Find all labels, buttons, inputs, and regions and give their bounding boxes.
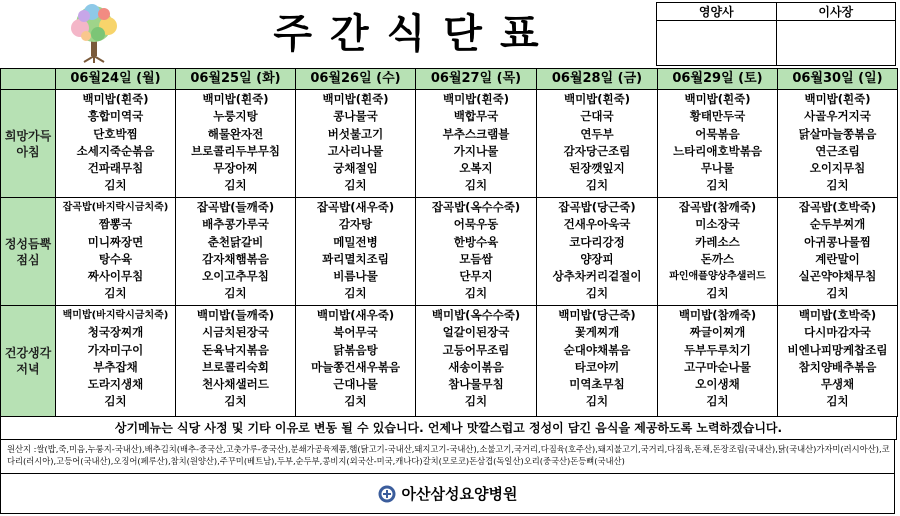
menu-item: 김치	[224, 286, 247, 301]
menu-item: 가자미구이	[87, 342, 144, 357]
header-corner	[1, 69, 56, 90]
menu-item: 카레소스	[695, 234, 740, 249]
menu-item: 김치	[224, 394, 247, 409]
meal-label	[1, 198, 56, 306]
menu-item: 비엔나피망케찹조림	[787, 342, 888, 357]
menu-item: 김치	[344, 178, 367, 193]
menu-item: 계란말이	[815, 251, 860, 266]
menu-item: 고등어무조림	[442, 342, 510, 357]
menu-item: 가지나물	[453, 143, 499, 158]
menu-item: 순대야채볶음	[563, 342, 631, 357]
day-header: 06월25일 (화)	[176, 69, 296, 90]
meal-label	[1, 306, 56, 417]
menu-item: 잡곡밥(참깨죽)	[678, 200, 757, 214]
menu-cell	[296, 306, 416, 417]
tree-logo-icon	[62, 2, 126, 64]
sign-label-dietitian: 영양사	[657, 3, 777, 21]
menu-cell	[296, 198, 416, 306]
menu-change-notice: 상기메뉴는 식당 사정 및 기타 이유로 변동 될 수 있습니다. 언제나 맛깔스럽고 정성이 담긴 음식을 제공하도록 노력하겠습니다.	[0, 417, 897, 440]
menu-item: 메밀전병	[333, 234, 378, 249]
menu-item: 김치	[826, 178, 849, 193]
menu-item: 흥합미역국	[87, 109, 144, 124]
approval-box	[656, 2, 896, 66]
menu-item: 꽃게찌개	[574, 325, 620, 340]
menu-item: 백미밥(흰죽)	[322, 92, 389, 106]
menu-item: 마늘쫑건새우볶음	[311, 359, 400, 374]
meal-label-line: 건강생각	[4, 346, 52, 360]
meal-label-line: 희망가득	[4, 128, 52, 143]
menu-item: 건새우아욱국	[563, 217, 631, 232]
menu-item: 파인애플양상추샐러드	[669, 271, 766, 283]
menu-item: 김치	[464, 394, 488, 409]
menu-item: 오이지무침	[809, 161, 866, 176]
hospital-logo-icon	[378, 485, 396, 503]
menu-item: 잡곡밥(들깨죽)	[196, 200, 275, 214]
menu-item: 고구마순나물	[684, 359, 751, 374]
day-header: 06월24일 (월)	[56, 69, 176, 90]
menu-item: 순두부찌개	[809, 217, 866, 232]
menu-item: 탕수육	[98, 251, 133, 266]
menu-item: 잡곡밥(당근죽)	[558, 200, 636, 214]
menu-cell	[416, 90, 537, 198]
menu-cell	[537, 90, 658, 198]
menu-item: 김치	[104, 178, 127, 193]
menu-item: 백미밥(들깨죽)	[196, 308, 275, 322]
menu-cell	[658, 306, 778, 417]
menu-item: 감자당근조림	[563, 143, 631, 158]
menu-item: 누룽지탕	[213, 109, 258, 124]
menu-item: 잡곡밥(새우죽)	[316, 200, 395, 214]
menu-item: 고사리나물	[327, 143, 384, 158]
menu-item: 김치	[224, 178, 247, 193]
hospital-name: 아산삼성요양병원	[401, 485, 518, 503]
menu-item: 연두부	[580, 126, 614, 141]
meal-rows	[1, 90, 898, 417]
menu-item: 감자채햄볶음	[202, 251, 269, 266]
menu-item: 미소장국	[695, 217, 740, 232]
menu-item: 잡곡밥(옥수수죽)	[431, 200, 521, 214]
menu-cell	[658, 90, 778, 198]
menu-cell	[537, 198, 658, 306]
menu-cell	[778, 198, 898, 306]
menu-item: 오이생채	[695, 377, 740, 392]
menu-item: 브로콜리두부무침	[191, 143, 280, 158]
menu-item: 모듬쌈	[459, 251, 493, 266]
menu-cell	[56, 306, 176, 417]
menu-item: 버섯불고기	[327, 126, 384, 141]
menu-cell	[778, 90, 898, 198]
menu-item: 연근조림	[815, 143, 860, 158]
menu-item: 김치	[706, 178, 729, 193]
page-title: 주간식단표	[273, 11, 557, 57]
menu-item: 미역초무침	[569, 377, 625, 392]
menu-item: 김치	[585, 394, 609, 409]
menu-item: 김치	[585, 178, 609, 193]
menu-item: 짜글이찌개	[689, 325, 746, 340]
menu-item: 된장깻잎지	[569, 161, 625, 176]
menu-item: 돈육낙지볶음	[202, 342, 269, 357]
menu-item: 어묵볶음	[695, 126, 740, 141]
menu-item: 김치	[706, 394, 729, 409]
menu-item: 단무지	[459, 269, 493, 284]
menu-item: 두부두루치기	[684, 342, 751, 357]
meal-row	[1, 306, 898, 417]
menu-cell	[176, 198, 296, 306]
menu-item: 춘천닭갈비	[207, 234, 264, 249]
menu-item: 부추스크램블	[442, 126, 510, 141]
menu-item: 도라지생채	[87, 377, 144, 392]
menu-item: 백미밥(흰죽)	[563, 92, 631, 106]
meal-row	[1, 90, 898, 198]
meal-label-line: 정성듬뿍	[4, 236, 52, 251]
menu-item: 실곤약야채무침	[798, 269, 877, 284]
menu-item: 느타리애호박볶음	[673, 143, 762, 158]
meal-label-line: 아침	[16, 144, 40, 159]
menu-cell	[176, 90, 296, 198]
menu-item: 백미밥(흰죽)	[684, 92, 751, 106]
menu-item: 북어무국	[333, 325, 378, 340]
menu-item: 타코야끼	[574, 359, 620, 374]
menu-item: 짜사이무침	[87, 269, 144, 284]
menu-cell	[56, 198, 176, 306]
menu-item: 오복지	[459, 161, 493, 176]
menu-item: 잡곡밥(바지락시금치죽)	[62, 202, 169, 213]
meal-label-line: 점심	[16, 252, 40, 267]
menu-item: 단호박찜	[93, 126, 138, 141]
meal-row	[1, 198, 898, 306]
menu-item: 근대나물	[333, 377, 378, 392]
day-header: 06월27일 (목)	[416, 69, 537, 90]
menu-item: 백미밥(흰죽)	[804, 92, 871, 106]
menu-item: 무생채	[820, 377, 855, 392]
weekly-menu-table	[0, 68, 898, 417]
menu-item: 김치	[585, 286, 609, 301]
day-header-row	[1, 69, 898, 90]
menu-item: 다시마감자국	[804, 325, 871, 340]
menu-item: 코다리강정	[569, 234, 625, 249]
menu-cell	[537, 306, 658, 417]
menu-item: 백미밥(당근죽)	[558, 308, 636, 322]
menu-item: 감자탕	[338, 217, 373, 232]
menu-item: 짬뽕국	[98, 217, 133, 232]
menu-cell	[658, 198, 778, 306]
menu-cell	[296, 90, 416, 198]
menu-item: 백미밥(흰죽)	[82, 92, 149, 106]
menu-item: 건파래무침	[87, 161, 144, 176]
menu-item: 김치	[104, 394, 127, 409]
menu-item: 무장아찌	[213, 161, 258, 176]
menu-item: 김치	[706, 286, 729, 301]
menu-cell	[778, 306, 898, 417]
menu-item: 천사채샐러드	[202, 377, 269, 392]
sign-box-dietitian	[657, 21, 777, 66]
menu-cell	[176, 306, 296, 417]
menu-item: 근대국	[580, 109, 614, 124]
menu-item: 김치	[826, 394, 849, 409]
menu-item: 브로콜리숙회	[202, 359, 269, 374]
menu-item: 사골우거지국	[804, 109, 871, 124]
menu-item: 백미밥(옥수수죽)	[431, 308, 521, 322]
menu-item: 참나물무침	[448, 377, 504, 392]
meal-label	[1, 90, 56, 198]
menu-item: 김치	[826, 286, 849, 301]
menu-item: 백미밥(호박죽)	[798, 308, 877, 322]
menu-item: 오이고추무침	[202, 269, 269, 284]
menu-item: 잡곡밥(호박죽)	[798, 200, 877, 214]
menu-item: 김치	[344, 286, 367, 301]
menu-item: 백미밥(흰죽)	[442, 92, 510, 106]
menu-item: 얼갈이된장국	[442, 325, 510, 340]
day-header: 06월26일 (수)	[296, 69, 416, 90]
menu-item: 미니짜장면	[87, 234, 144, 249]
menu-item: 백합무국	[453, 109, 499, 124]
menu-item: 닭살마늘쫑볶음	[798, 126, 877, 141]
menu-item: 해물완자전	[207, 126, 264, 141]
menu-item: 소세지죽순볶음	[76, 143, 155, 158]
menu-item: 꽈리멸치조림	[322, 251, 389, 266]
meal-label-line: 저녁	[16, 362, 40, 376]
menu-item: 한방수육	[453, 234, 499, 249]
day-header: 06월30일 (일)	[778, 69, 898, 90]
day-header: 06월28일 (금)	[537, 69, 658, 90]
menu-item: 돈까스	[700, 251, 735, 266]
menu-item: 백미밥(바지락시금치죽)	[62, 310, 169, 321]
menu-item: 콩나물국	[333, 109, 378, 124]
menu-item: 새송이볶음	[448, 359, 504, 374]
sign-label-director: 이사장	[776, 3, 896, 21]
menu-item: 백미밥(흰죽)	[202, 92, 269, 106]
origin-info: 원산지 :쌀(밥,죽,미음,누룽지-국내산),배추김치(배추-중국산,고춧가루-중국산),분쇄가공육제품,햄(닭고기-국내산,돼지고기-국내산),소불고기,국거리,다짐육(호주산),돼지불고기,국거리,다짐육,돈채,돈장조림(국내산),닭(국내산)가자미(러시아산),코다리(러시아),고등어(국내산),오징어(페루산),참치(원양산),주꾸미(베트남),두부,순두부,콩비지(외국산-미국,캐나다)갈치(모로코)돈삼겹(독일산)오리(중국산)돈등뼈(국내산)	[0, 440, 895, 474]
menu-item: 김치	[464, 286, 488, 301]
menu-item: 부추잡채	[93, 359, 138, 374]
sign-box-director	[776, 21, 896, 66]
menu-cell	[416, 306, 537, 417]
menu-item: 배추콩가루국	[202, 217, 269, 232]
menu-item: 청국장찌개	[87, 325, 144, 340]
menu-item: 어묵우동	[453, 217, 499, 232]
menu-item: 양장피	[580, 251, 614, 266]
menu-item: 비름나물	[333, 269, 378, 284]
menu-item: 시금치된장국	[202, 325, 269, 340]
menu-item: 참치양배추볶음	[798, 359, 877, 374]
menu-item: 김치	[464, 178, 488, 193]
hospital-footer	[0, 474, 895, 514]
day-header: 06월29일 (토)	[658, 69, 778, 90]
menu-item: 무나물	[700, 161, 735, 176]
menu-item: 상추차커리겉절이	[552, 269, 642, 284]
menu-item: 황태만두국	[689, 109, 746, 124]
menu-item: 김치	[344, 394, 367, 409]
menu-item: 백미밥(참깨죽)	[678, 308, 757, 322]
menu-item: 백미밥(새우죽)	[316, 308, 395, 322]
menu-item: 닭볶음탕	[333, 342, 378, 357]
menu-item: 김치	[104, 286, 127, 301]
menu-cell	[56, 90, 176, 198]
menu-item: 아귀콩나물찜	[804, 234, 871, 249]
menu-cell	[416, 198, 537, 306]
menu-item: 궁채절임	[333, 161, 378, 176]
